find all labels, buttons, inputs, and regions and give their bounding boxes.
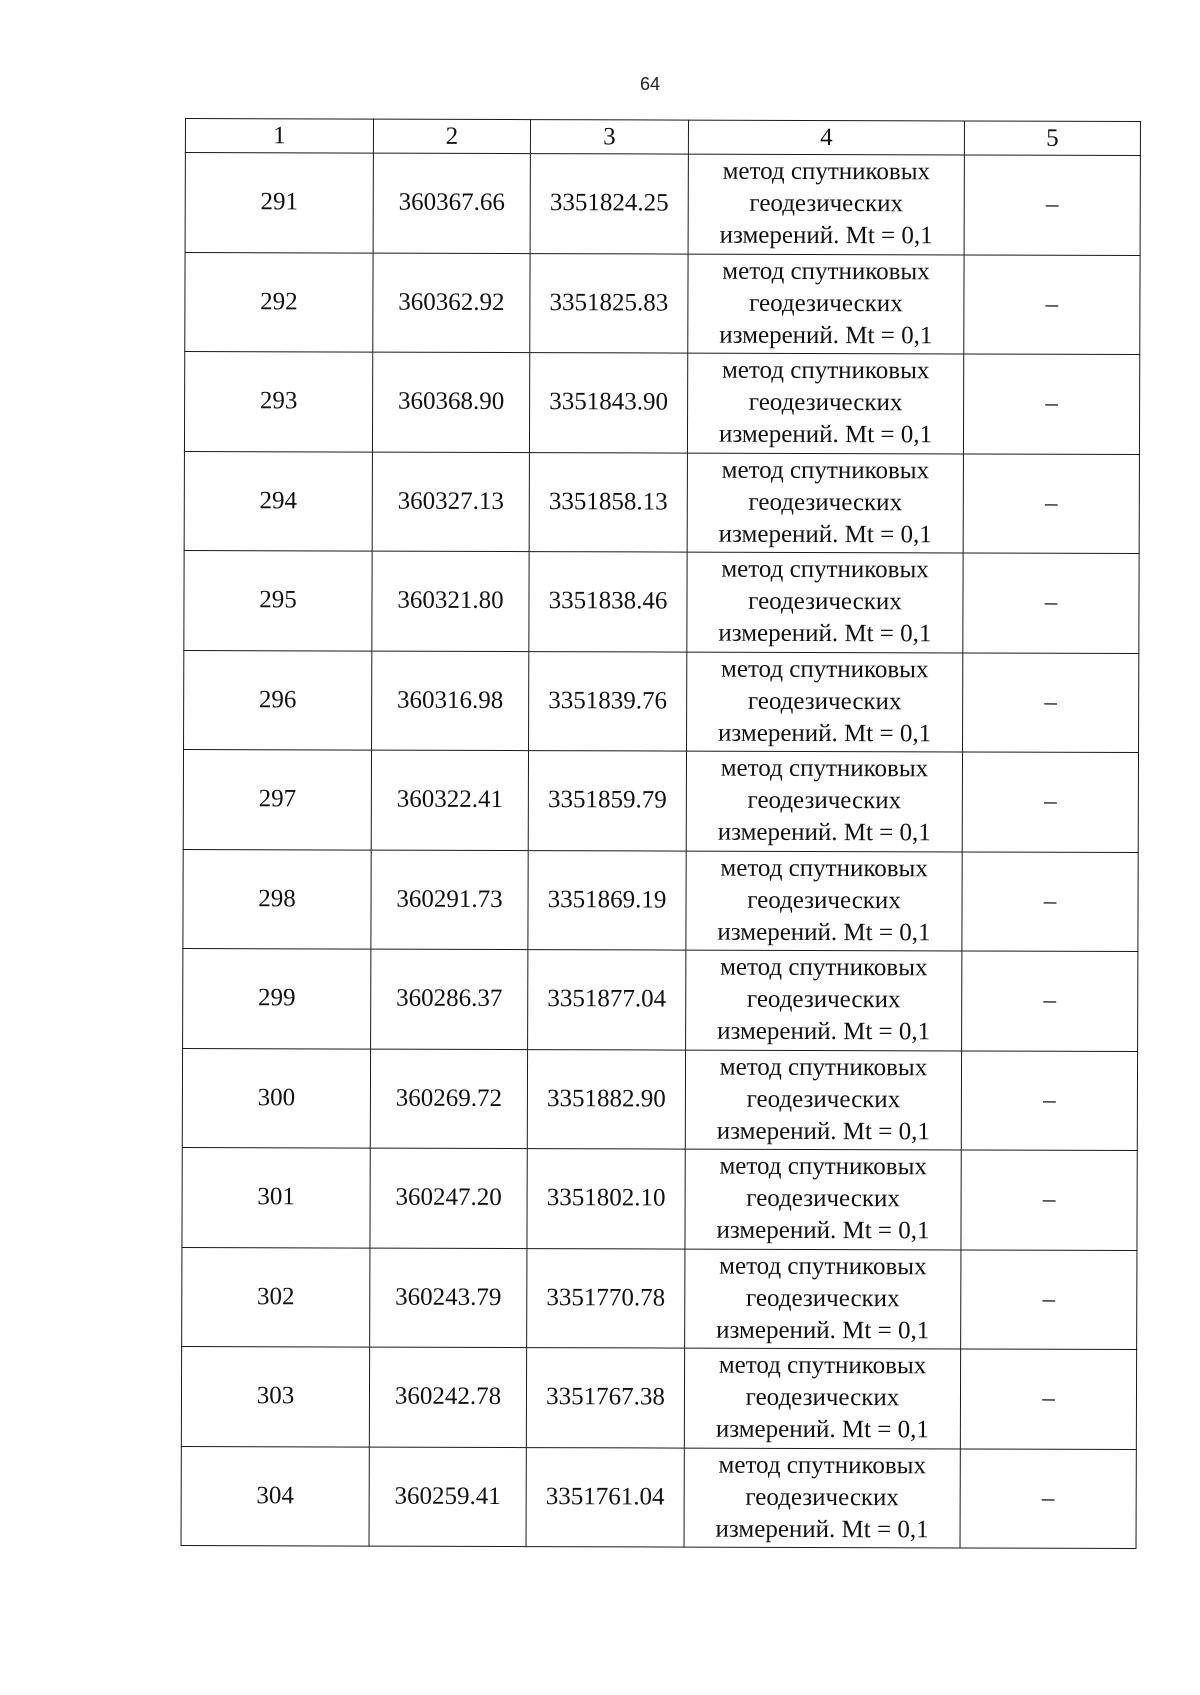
note-cell: – <box>964 155 1140 255</box>
y-coordinate-cell: 3351859.79 <box>528 751 686 851</box>
point-number-cell: 302 <box>182 1247 370 1347</box>
x-coordinate-cell: 360286.37 <box>371 949 528 1049</box>
x-coordinate-cell: 360247.20 <box>370 1148 527 1248</box>
table-row <box>182 1247 1137 1349</box>
note-cell: – <box>962 851 1138 951</box>
method-cell: метод спутниковых геодезических измерений. Mt = 0,1 <box>684 1448 960 1548</box>
method-cell: метод спутниковых геодезических измерений. Mt = 0,1 <box>685 1149 961 1249</box>
x-coordinate-cell: 360259.41 <box>369 1447 526 1547</box>
method-cell: метод спутниковых геодезических измерений. Mt = 0,1 <box>688 154 964 254</box>
x-coordinate-cell: 360368.90 <box>372 352 529 452</box>
y-coordinate-cell: 3351825.83 <box>530 253 688 353</box>
y-coordinate-cell: 3351761.04 <box>526 1447 684 1547</box>
method-cell: метод спутниковых геодезических измерений. Mt = 0,1 <box>687 353 963 453</box>
table-body <box>181 153 1140 1549</box>
method-cell: метод спутниковых геодезических измерений. Mt = 0,1 <box>688 254 964 354</box>
table-row <box>183 948 1138 1050</box>
y-coordinate-cell: 3351882.90 <box>527 1049 685 1149</box>
table-row <box>185 252 1140 354</box>
x-coordinate-cell: 360243.79 <box>370 1248 527 1348</box>
point-number-cell: 296 <box>184 650 372 750</box>
header-col-2: 2 <box>373 119 530 153</box>
method-cell: метод спутниковых геодезических измерений. Mt = 0,1 <box>684 1348 960 1448</box>
note-cell: – <box>961 1150 1137 1250</box>
note-cell: – <box>960 1349 1136 1449</box>
y-coordinate-cell: 3351839.76 <box>529 651 687 751</box>
note-cell: – <box>963 354 1139 454</box>
point-number-cell: 304 <box>181 1446 369 1546</box>
method-cell: метод спутниковых геодезических измерений. Mt = 0,1 <box>687 453 963 553</box>
method-cell: метод спутниковых геодезических измерений. Mt = 0,1 <box>686 950 962 1050</box>
method-cell: метод спутниковых геодезических измерений. Mt = 0,1 <box>686 851 962 951</box>
point-number-cell: 300 <box>182 1048 370 1148</box>
table-row <box>183 849 1138 951</box>
method-cell: метод спутниковых геодезических измерений. Mt = 0,1 <box>687 552 963 652</box>
x-coordinate-cell: 360362.92 <box>373 253 530 353</box>
table-row <box>182 1147 1137 1249</box>
header-col-5: 5 <box>964 121 1140 156</box>
note-cell: – <box>962 951 1138 1051</box>
note-cell: – <box>960 1448 1136 1548</box>
table-row <box>182 1048 1137 1150</box>
point-number-cell: 298 <box>183 849 371 949</box>
note-cell: – <box>961 1050 1137 1150</box>
point-number-cell: 292 <box>185 252 373 352</box>
x-coordinate-cell: 360327.13 <box>372 452 529 552</box>
point-number-cell: 291 <box>185 153 373 253</box>
point-number-cell: 294 <box>184 451 372 551</box>
note-cell: – <box>961 1249 1137 1349</box>
method-cell: метод спутниковых геодезических измерений. Mt = 0,1 <box>687 652 963 752</box>
table-row <box>184 550 1139 652</box>
method-cell: метод спутниковых геодезических измерений. Mt = 0,1 <box>685 1249 961 1349</box>
point-number-cell: 299 <box>183 948 371 1048</box>
note-cell: – <box>963 453 1139 553</box>
table-row <box>181 1446 1136 1548</box>
y-coordinate-cell: 3351824.25 <box>530 154 688 254</box>
header-row <box>185 119 1140 156</box>
table-header <box>185 119 1140 156</box>
coordinates-table <box>181 118 1141 1549</box>
point-number-cell: 293 <box>184 352 372 452</box>
y-coordinate-cell: 3351770.78 <box>527 1248 685 1348</box>
x-coordinate-cell: 360316.98 <box>372 651 529 751</box>
y-coordinate-cell: 3351802.10 <box>527 1149 685 1249</box>
y-coordinate-cell: 3351843.90 <box>529 353 687 453</box>
x-coordinate-cell: 360367.66 <box>373 153 530 253</box>
note-cell: – <box>963 553 1139 653</box>
y-coordinate-cell: 3351877.04 <box>528 950 686 1050</box>
y-coordinate-cell: 3351858.13 <box>529 452 687 552</box>
x-coordinate-cell: 360291.73 <box>371 850 528 950</box>
point-number-cell: 297 <box>183 749 371 849</box>
table-row <box>184 451 1139 553</box>
note-cell: – <box>963 652 1139 752</box>
x-coordinate-cell: 360269.72 <box>370 1049 527 1149</box>
method-cell: метод спутниковых геодезических измерений. Mt = 0,1 <box>685 1050 961 1150</box>
table-row <box>185 153 1140 255</box>
note-cell: – <box>964 254 1140 354</box>
table-row <box>183 749 1138 851</box>
table-row <box>184 650 1139 752</box>
header-col-1: 1 <box>185 119 373 154</box>
header-col-4: 4 <box>688 120 964 155</box>
point-number-cell: 295 <box>184 550 372 650</box>
y-coordinate-cell: 3351838.46 <box>529 552 687 652</box>
note-cell: – <box>962 752 1138 852</box>
method-cell: метод спутниковых геодезических измерений. Mt = 0,1 <box>686 751 962 851</box>
page-number: 64 <box>639 74 661 94</box>
table-row <box>184 352 1139 454</box>
table-row <box>181 1346 1136 1448</box>
point-number-cell: 301 <box>182 1147 370 1247</box>
y-coordinate-cell: 3351767.38 <box>526 1348 684 1448</box>
x-coordinate-cell: 360242.78 <box>369 1347 526 1447</box>
point-number-cell: 303 <box>181 1346 369 1446</box>
x-coordinate-cell: 360322.41 <box>371 750 528 850</box>
header-col-3: 3 <box>530 120 688 154</box>
y-coordinate-cell: 3351869.19 <box>528 850 686 950</box>
x-coordinate-cell: 360321.80 <box>372 551 529 651</box>
